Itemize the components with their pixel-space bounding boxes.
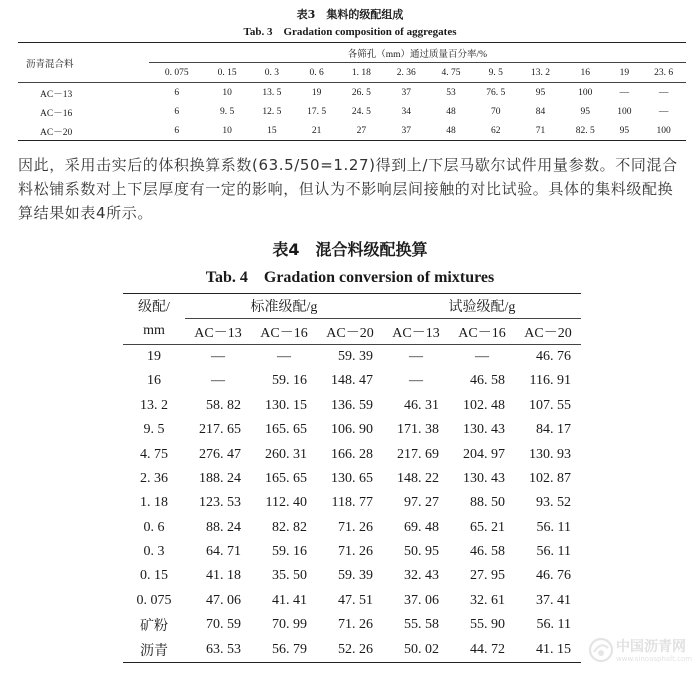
table3-cell: 37 <box>384 121 429 141</box>
table3-cell: 70 <box>490 106 501 117</box>
table3-cell: 6 <box>149 121 205 141</box>
table4-row <box>123 467 581 491</box>
table4-row <box>123 613 581 637</box>
watermark-url: www.sinoasphalt.com <box>616 655 693 663</box>
table3-cell: 12. 5 <box>262 106 282 117</box>
table4-cell: 116. 91 <box>529 373 571 389</box>
table4-cell: 59. 16 <box>272 373 307 389</box>
table4-cell: 204. 97 <box>463 446 505 462</box>
table4-size: 1. 18 <box>140 495 168 511</box>
table4-cell: 171. 38 <box>397 422 439 438</box>
table4-cell: 188. 24 <box>199 470 241 486</box>
table3-cell: 95 <box>580 106 590 117</box>
table3-cell: 27 <box>339 121 384 141</box>
table3-mix-name: AC－13 <box>40 89 73 100</box>
table4-cell: 112. 40 <box>265 495 307 511</box>
table4-cell: 46. 76 <box>536 348 571 364</box>
table4-cell: 165. 65 <box>265 470 307 486</box>
table3-size-header: 2. 36 <box>384 63 429 83</box>
table3-mix-name: AC－20 <box>18 121 149 141</box>
table4-row <box>123 394 581 418</box>
table3-cell: 71 <box>518 121 563 141</box>
table4-cell: 56. 11 <box>536 544 571 560</box>
table4-cell: 88. 24 <box>206 519 241 535</box>
table4-size: 9. 5 <box>143 422 165 438</box>
table3-cell: 76. 5 <box>486 87 506 98</box>
table4-cell: 32. 61 <box>470 592 505 608</box>
table3-size-header: 0. 075 <box>149 63 205 83</box>
table4-row <box>123 491 581 515</box>
watermark <box>586 633 696 677</box>
table3-cell: — <box>619 87 630 98</box>
table4-cell: 63. 53 <box>185 637 251 662</box>
table4-row <box>123 540 581 564</box>
table4-cell: 55. 90 <box>470 617 505 633</box>
table4-cell: 130. 43 <box>463 422 505 438</box>
table4-cell: 217. 65 <box>199 422 241 438</box>
table3-cell: 100 <box>578 87 593 98</box>
table4-cell: 70. 59 <box>206 617 241 633</box>
table4-cell: 130. 93 <box>529 446 571 462</box>
table4-cell: 37. 41 <box>536 592 571 608</box>
table3-cell: 15 <box>250 121 295 141</box>
table3-size-header: 23. 6 <box>641 63 686 83</box>
table4-cell: 52. 26 <box>317 637 383 662</box>
table3-subtitle: Tab. 3 Gradation composition of aggregates <box>243 26 457 38</box>
table4-cell: 70. 99 <box>272 617 307 633</box>
table3-cell: 6 <box>174 106 180 117</box>
table3 <box>18 42 686 141</box>
table3-size-header: 4. 75 <box>429 63 474 83</box>
table3-cell: 21 <box>294 121 339 141</box>
table4-col-label-top: 级配/ <box>123 294 185 319</box>
table4-cell: 136. 59 <box>331 397 373 413</box>
table4-size: 19 <box>147 348 161 364</box>
table4-cell: 65. 21 <box>470 519 505 535</box>
table4-row <box>123 369 581 393</box>
table4-cell: 50. 02 <box>383 637 449 662</box>
table4-sub-header: AC－13 <box>185 319 251 344</box>
table4-cell: 56. 11 <box>536 519 571 535</box>
table4-cell: — <box>475 348 489 364</box>
table3-mix-header: 沥青混合料 <box>18 43 149 83</box>
table4-cell: — <box>211 348 225 364</box>
table3-cell: 82. 5 <box>563 121 608 141</box>
table3-cell: — <box>658 106 669 117</box>
table3-mix-name: AC－16 <box>40 108 73 119</box>
table4-size: 13. 2 <box>140 397 168 413</box>
table3-cell: 95 <box>608 121 642 141</box>
table4-cell: 130. 65 <box>331 470 373 486</box>
watermark-name: 中国沥青网 <box>616 639 686 655</box>
table4-cell: 102. 87 <box>529 470 571 486</box>
table4-cell: 217. 69 <box>397 446 439 462</box>
table4-cell: 41. 41 <box>272 592 307 608</box>
table4-col-label-bottom: mm <box>123 319 185 344</box>
table4-cell: 260. 31 <box>265 446 307 462</box>
table3-cell: 17. 5 <box>307 106 327 117</box>
table4 <box>123 293 581 663</box>
table4-cell: 84. 17 <box>536 422 571 438</box>
table3-cell: 19 <box>311 87 322 98</box>
table4-title: 表4 混合料级配换算 <box>272 240 428 259</box>
table4-cell: 47. 51 <box>338 592 373 608</box>
asphalt-network-logo-icon <box>588 637 614 663</box>
table4-cell: — <box>409 348 423 364</box>
table4-sub-header: AC－13 <box>383 319 449 344</box>
table4-cell: 165. 65 <box>265 422 307 438</box>
table4-group-test: 试验级配/g <box>383 294 581 319</box>
table3-size-header: 1. 18 <box>339 63 384 83</box>
table3-cell: 100 <box>617 106 632 117</box>
table3-cell: — <box>658 87 669 98</box>
table4-row <box>123 516 581 540</box>
table4-cell: 130. 43 <box>463 470 505 486</box>
table3-sieve-header: 各筛孔（mm）通过质量百分率/% <box>149 43 686 63</box>
table3-cell: 9. 5 <box>220 106 235 117</box>
table4-cell: 148. 47 <box>331 373 373 389</box>
table4-cell: 46. 58 <box>470 373 505 389</box>
table4-cell: 27. 95 <box>470 568 505 584</box>
table4-cell: 64. 71 <box>206 544 241 560</box>
table4-cell: — <box>211 373 225 389</box>
table4-row <box>123 442 581 466</box>
table3-row <box>18 102 686 121</box>
table3-cell: 95 <box>535 87 546 98</box>
table4-cell: 32. 43 <box>404 568 439 584</box>
table4-row <box>123 589 581 613</box>
table4-cell: 148. 22 <box>397 470 439 486</box>
table4-cell: 47. 06 <box>206 592 241 608</box>
table4-cell: 46. 31 <box>404 397 439 413</box>
table3-size-header: 9. 5 <box>473 63 518 83</box>
table3-cell: 26. 5 <box>351 87 371 98</box>
table3-cell: 100 <box>641 121 686 141</box>
table3-size-header: 16 <box>563 63 608 83</box>
table3-cell: 48 <box>446 106 456 117</box>
table3-cell: 13. 5 <box>262 87 282 98</box>
table4-cell: 88. 50 <box>470 495 505 511</box>
table4-size: 4. 75 <box>140 446 168 462</box>
table4-cell: 37. 06 <box>404 592 439 608</box>
table4-size: 0. 15 <box>140 568 168 584</box>
table4-cell: 107. 55 <box>529 397 571 413</box>
table3-size-header: 19 <box>608 63 642 83</box>
table4-cell: 50. 95 <box>404 544 439 560</box>
body-paragraph: 因此，采用击实后的体积换算系数(63.5/50=1.27)得到上/下层马歇尔试件用量参数。不同混合料松铺系数对上下层厚度有一定的影响，但认为不影响层间接触的对比试验。具体的集料级配换算结果如表4所示。 <box>18 156 678 222</box>
table4-size: 0. 6 <box>143 519 165 535</box>
table4-cell: 59. 39 <box>338 568 373 584</box>
table4-cell: 130. 15 <box>265 397 307 413</box>
table3-row <box>18 83 686 103</box>
table4-cell: 93. 52 <box>536 495 571 511</box>
table3-cell: 24. 5 <box>351 106 371 117</box>
table4-cell: 166. 28 <box>331 446 373 462</box>
table4-cell: 82. 82 <box>272 519 307 535</box>
table4-cell: 71. 26 <box>338 617 373 633</box>
table4-cell: 123. 53 <box>199 495 241 511</box>
table4-cell: 56. 79 <box>251 637 317 662</box>
table4-cell: 46. 58 <box>470 544 505 560</box>
table4-row <box>123 564 581 588</box>
table3-size-header: 0. 15 <box>205 63 250 83</box>
table3-cell: 84 <box>535 106 546 117</box>
table4-cell: 71. 26 <box>338 519 373 535</box>
table3-cell: 6 <box>174 87 180 98</box>
table4-subtitle: Tab. 4 Gradation conversion of mixtures <box>205 269 495 286</box>
table4-size: 矿粉 <box>140 619 168 635</box>
table3-cell: 48 <box>429 121 474 141</box>
table4-cell: 97. 27 <box>404 495 439 511</box>
table4-row <box>123 344 581 369</box>
table3-cell: 34 <box>401 106 411 117</box>
table4-cell: 69. 48 <box>404 519 439 535</box>
table4-cell: 35. 50 <box>272 568 307 584</box>
table4-cell: 276. 47 <box>199 446 241 462</box>
table4-cell: — <box>409 373 423 389</box>
table4-cell: 55. 58 <box>404 617 439 633</box>
table3-cell: 62 <box>473 121 518 141</box>
table3-cell: 10 <box>222 87 232 98</box>
table4-cell: 56. 11 <box>536 617 571 633</box>
table4-group-standard: 标准级配/g <box>185 294 383 319</box>
table4-row <box>123 637 581 662</box>
table4-cell: 118. 77 <box>331 495 373 511</box>
table4-cell: 44. 72 <box>449 637 515 662</box>
table4-sub-header: AC－16 <box>251 319 317 344</box>
table4-size: 沥青 <box>123 637 185 662</box>
table4-sub-header: AC－20 <box>317 319 383 344</box>
table4-sub-header: AC－20 <box>515 319 581 344</box>
table3-row <box>18 121 686 141</box>
table3-title: 表3 集料的级配组成 <box>296 8 404 21</box>
table4-cell: 71. 26 <box>338 544 373 560</box>
table3-cell: 53 <box>446 87 456 98</box>
table4-cell: 41. 18 <box>206 568 241 584</box>
table4-cell: 102. 48 <box>463 397 505 413</box>
table3-size-header: 0. 6 <box>294 63 339 83</box>
table4-size: 0. 075 <box>136 592 172 608</box>
table4-size: 16 <box>147 373 161 389</box>
table3-cell: 37 <box>401 87 411 98</box>
table4-cell: 58. 82 <box>206 397 241 413</box>
table3-cell: 10 <box>205 121 250 141</box>
table4-cell: 59. 16 <box>272 544 307 560</box>
table4-cell: — <box>277 348 291 364</box>
table4-cell: 59. 39 <box>338 348 373 364</box>
table4-sub-header: AC－16 <box>449 319 515 344</box>
table4-cell: 106. 90 <box>331 422 373 438</box>
table4-cell: 41. 15 <box>515 637 581 662</box>
table4-cell: 46. 76 <box>536 568 571 584</box>
table3-size-header: 0. 3 <box>250 63 295 83</box>
table4-size: 0. 3 <box>143 544 165 560</box>
table4-size: 2. 36 <box>140 470 168 486</box>
table3-size-header: 13. 2 <box>518 63 563 83</box>
table4-row <box>123 418 581 442</box>
